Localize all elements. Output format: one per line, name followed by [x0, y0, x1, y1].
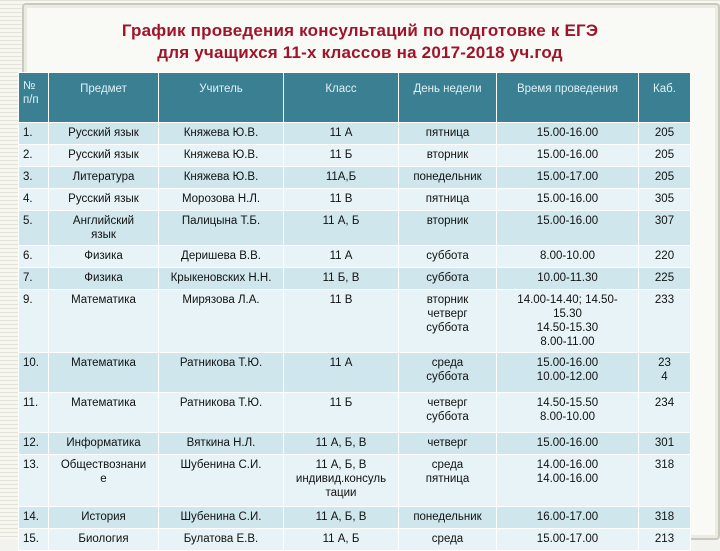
table-header-row	[19, 73, 691, 123]
day-cell: пятница	[399, 123, 497, 145]
table-row	[19, 246, 691, 268]
room-cell: 318	[639, 455, 691, 507]
subject-cell: Информатика	[49, 433, 159, 455]
room-cell: 220	[639, 246, 691, 268]
row-number: 10.	[19, 353, 49, 393]
room-cell: 301	[639, 433, 691, 455]
room-cell: 307	[639, 211, 691, 246]
time-cell: 15.00-16.00	[497, 145, 639, 167]
subject-cell: Русский язык	[49, 123, 159, 145]
time-cell: 15.00-17.00	[497, 167, 639, 189]
table-row	[19, 189, 691, 211]
title-line-2: для учащихся 11-х классов на 2017-2018 уч.год	[157, 43, 563, 62]
table-row	[19, 393, 691, 433]
room-cell: 225	[639, 268, 691, 290]
subject-cell: История	[49, 507, 159, 529]
room-cell: 23 4	[639, 353, 691, 393]
teacher-cell: Палицына Т.Б.	[159, 211, 284, 246]
day-cell: суббота	[399, 268, 497, 290]
time-cell: 14.00-16.00 14.00-16.00	[497, 455, 639, 507]
teacher-cell: Княжева Ю.В.	[159, 123, 284, 145]
teacher-cell: Шубенина С.И.	[159, 507, 284, 529]
subject-cell: Русский язык	[49, 189, 159, 211]
class-cell: 11 В	[284, 290, 399, 353]
class-cell: 11 А, Б	[284, 529, 399, 551]
row-number: 15.	[19, 529, 49, 551]
class-cell: 11 А, Б, В	[284, 507, 399, 529]
column-header-day: День недели	[399, 73, 497, 123]
class-cell: 11 А, Б, В индивид.консуль тации	[284, 455, 399, 507]
room-cell: 213	[639, 529, 691, 551]
teacher-cell: Ратникова Т.Ю.	[159, 353, 284, 393]
room-cell: 234	[639, 393, 691, 433]
teacher-cell: Княжева Ю.В.	[159, 167, 284, 189]
row-number: 3.	[19, 167, 49, 189]
teacher-cell: Булатова Е.В.	[159, 529, 284, 551]
row-number: 5.	[19, 211, 49, 246]
table-row	[19, 167, 691, 189]
table-row	[19, 455, 691, 507]
room-cell: 205	[639, 123, 691, 145]
time-cell: 15.00-16.00	[497, 211, 639, 246]
row-number: 12.	[19, 433, 49, 455]
teacher-cell: Крыкеновских Н.Н.	[159, 268, 284, 290]
subject-cell: Литература	[49, 167, 159, 189]
room-cell: 318	[639, 507, 691, 529]
day-cell: вторник	[399, 145, 497, 167]
table-row	[19, 507, 691, 529]
class-cell: 11А,Б	[284, 167, 399, 189]
time-cell: 8.00-10.00	[497, 246, 639, 268]
teacher-cell: Морозова Н.Л.	[159, 189, 284, 211]
time-cell: 15.00-16.00	[497, 189, 639, 211]
day-cell: вторник	[399, 211, 497, 246]
room-cell: 233	[639, 290, 691, 353]
subject-cell: Физика	[49, 268, 159, 290]
subject-cell: Биология	[49, 529, 159, 551]
day-cell: суббота	[399, 246, 497, 268]
class-cell: 11 Б, В	[284, 268, 399, 290]
time-cell: 16.00-17.00	[497, 507, 639, 529]
row-number: 14.	[19, 507, 49, 529]
column-header-room: Каб.	[639, 73, 691, 123]
time-cell: 14.00-14.40; 14.50- 15.30 14.50-15.30 8.00-11.00	[497, 290, 639, 353]
table-row	[19, 145, 691, 167]
class-cell: 11 Б	[284, 393, 399, 433]
table-row	[19, 211, 691, 246]
subject-cell: Математика	[49, 290, 159, 353]
column-header-time: Время проведения	[497, 73, 639, 123]
day-cell: четверг суббота	[399, 393, 497, 433]
table-row	[19, 433, 691, 455]
teacher-cell: Шубенина С.И.	[159, 455, 284, 507]
subject-cell: Математика	[49, 393, 159, 433]
day-cell: понедельник	[399, 167, 497, 189]
room-cell: 205	[639, 167, 691, 189]
day-cell: среда пятница	[399, 455, 497, 507]
row-number: 2.	[19, 145, 49, 167]
class-cell: 11 А, Б	[284, 211, 399, 246]
class-cell: 11 Б	[284, 145, 399, 167]
day-cell: четверг	[399, 433, 497, 455]
row-number: 9.	[19, 290, 49, 353]
class-cell: 11 А	[284, 353, 399, 393]
time-cell: 15.00-16.00 10.00-12.00	[497, 353, 639, 393]
time-cell: 14.50-15.50 8.00-10.00	[497, 393, 639, 433]
subject-cell: Английский язык	[49, 211, 159, 246]
title-line-1: График проведения консультаций по подготовке к ЕГЭ	[121, 21, 599, 40]
teacher-cell: Мирязова Л.А.	[159, 290, 284, 353]
column-header-teacher: Учитель	[159, 73, 284, 123]
class-cell: 11 А, Б, В	[284, 433, 399, 455]
room-cell: 305	[639, 189, 691, 211]
time-cell: 15.00-16.00	[497, 433, 639, 455]
teacher-cell: Вяткина Н.Л.	[159, 433, 284, 455]
column-header-number: № п/п	[19, 73, 49, 123]
row-number: 6.	[19, 246, 49, 268]
row-number: 11.	[19, 393, 49, 433]
teacher-cell: Ратникова Т.Ю.	[159, 393, 284, 433]
subject-cell: Физика	[49, 246, 159, 268]
subject-cell: Обществознани е	[49, 455, 159, 507]
teacher-cell: Княжева Ю.В.	[159, 145, 284, 167]
time-cell: 15.00-16.00	[497, 123, 639, 145]
subject-cell: Русский язык	[49, 145, 159, 167]
time-cell: 10.00-11.30	[497, 268, 639, 290]
class-cell: 11 А	[284, 246, 399, 268]
row-number: 1.	[19, 123, 49, 145]
table-row	[19, 123, 691, 145]
subject-cell: Математика	[49, 353, 159, 393]
time-cell: 15.00-17.00	[497, 529, 639, 551]
table-row	[19, 290, 691, 353]
row-number: 13.	[19, 455, 49, 507]
teacher-cell: Деришева В.В.	[159, 246, 284, 268]
day-cell: пятница	[399, 189, 497, 211]
day-cell: вторник четверг суббота	[399, 290, 497, 353]
day-cell: среда	[399, 529, 497, 551]
column-header-class: Класс	[284, 73, 399, 123]
column-header-subject: Предмет	[49, 73, 159, 123]
table-row	[19, 268, 691, 290]
class-cell: 11 А	[284, 123, 399, 145]
row-number: 7.	[19, 268, 49, 290]
table-row	[19, 353, 691, 393]
day-cell: среда суббота	[399, 353, 497, 393]
class-cell: 11 В	[284, 189, 399, 211]
schedule-table	[18, 72, 691, 551]
day-cell: понедельник	[399, 507, 497, 529]
row-number: 4.	[19, 189, 49, 211]
room-cell: 205	[639, 145, 691, 167]
page-title	[60, 20, 660, 64]
